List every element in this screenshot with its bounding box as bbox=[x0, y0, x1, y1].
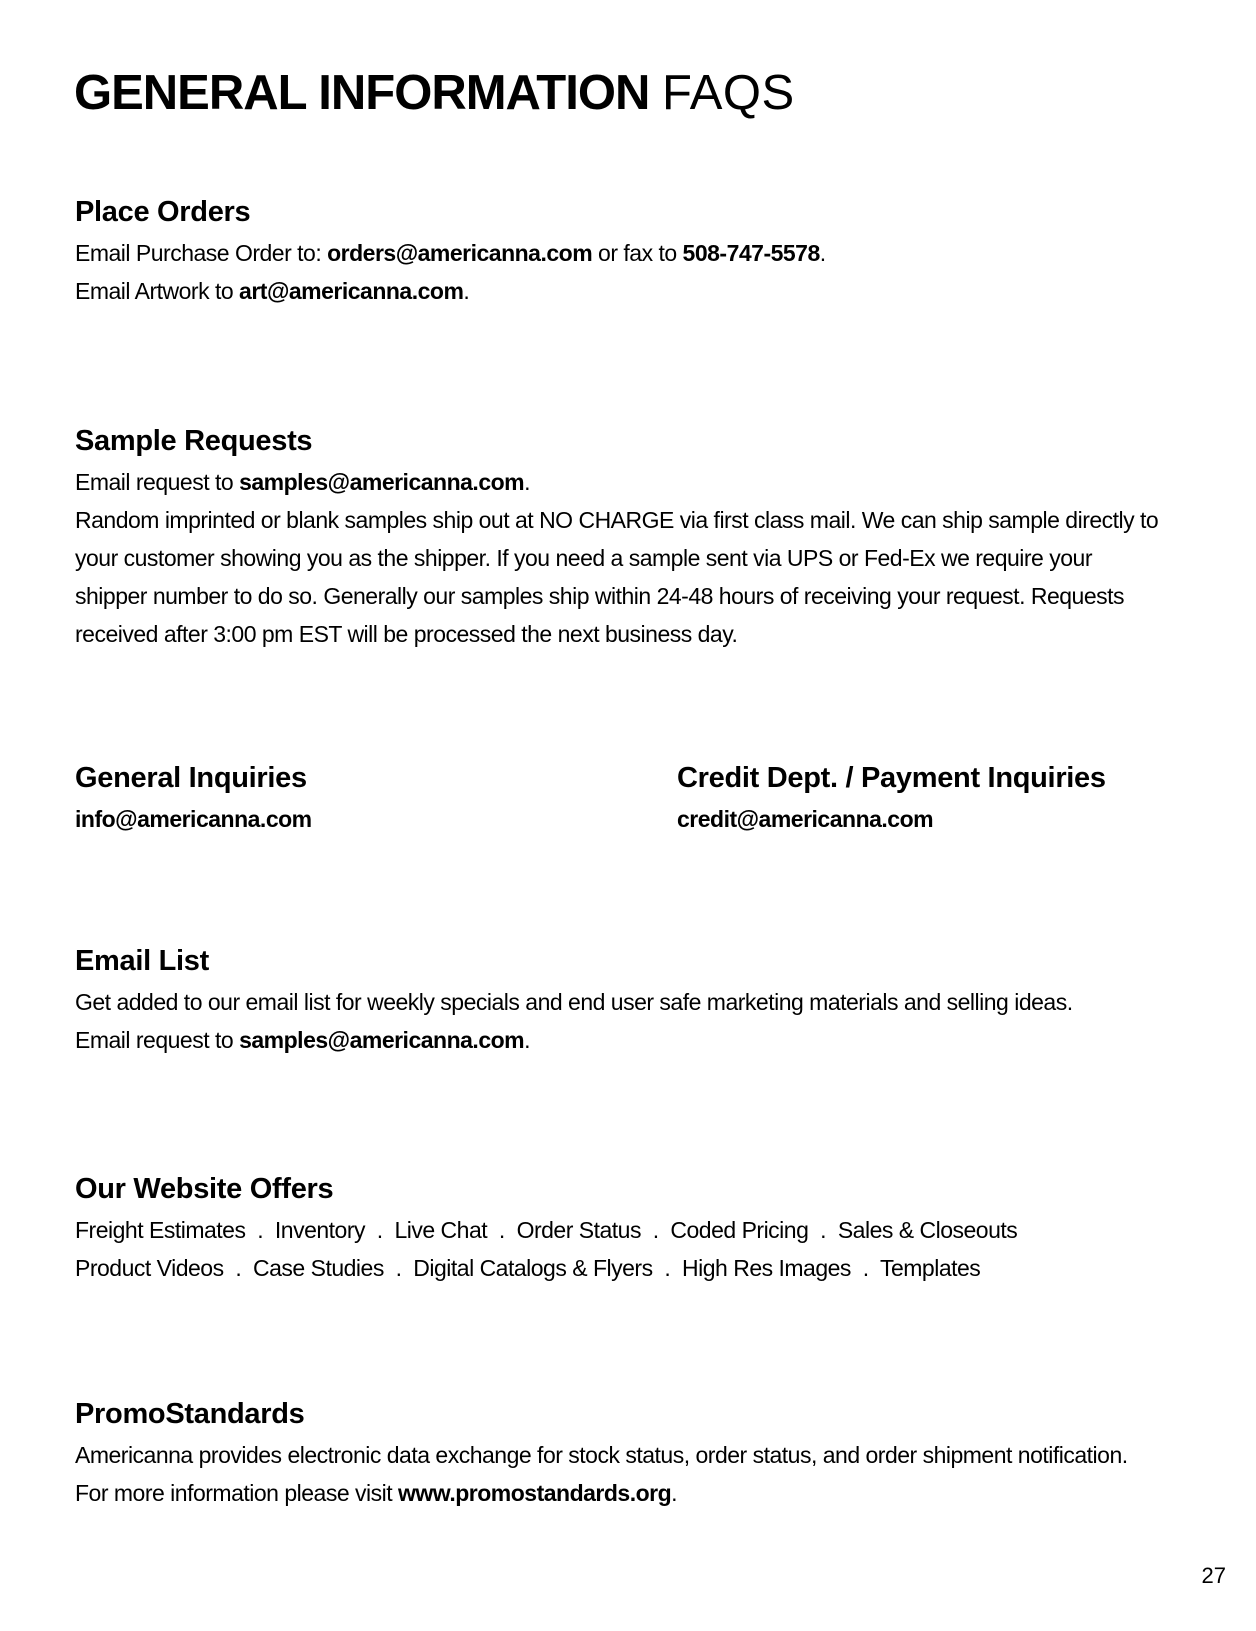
fax-number: 508-747-5578 bbox=[682, 240, 820, 266]
credit-dept-heading: Credit Dept. / Payment Inquiries bbox=[677, 762, 1106, 794]
page-number: 27 bbox=[1201, 1563, 1226, 1588]
website-offers-heading: Our Website Offers bbox=[75, 1173, 334, 1205]
general-inquiries-line bbox=[75, 800, 677, 838]
section-sample-requests bbox=[75, 424, 1165, 653]
credit-dept-line bbox=[677, 800, 1165, 838]
section-email-list bbox=[75, 944, 1165, 1059]
sample-requests-body: Random imprinted or blank samples ship out at NO CHARGE via first class mail. We can ship sample directly to your customer showing you as the shipper. If you need a sample sent via UPS or Fed-Ex we require your shipper number to do so. Generally our samples ship within 24-48 hours of receiving your request. Requests received after 3:00 pm EST will be processed the next business day. bbox=[75, 507, 1159, 647]
section-promostandards bbox=[75, 1397, 1165, 1512]
place-orders-heading: Place Orders bbox=[75, 196, 251, 228]
samples-email-link-2[interactable]: samples@americanna.com bbox=[239, 1027, 525, 1053]
promostandards-url-link[interactable]: www.promostandards.org bbox=[398, 1480, 672, 1506]
section-website-offers bbox=[75, 1172, 1165, 1287]
website-offers-line2: Product Videos . Case Studies . Digital Catalogs & Flyers . High Res Images . Templates bbox=[75, 1255, 981, 1281]
place-orders-line2: Email Artwork to art@americanna.com. bbox=[75, 278, 470, 304]
sample-requests-heading: Sample Requests bbox=[75, 425, 313, 457]
orders-email-link[interactable]: orders@americanna.com bbox=[327, 240, 593, 266]
email-list-body: Get added to our email list for weekly specials and end user safe marketing materials and selling ideas. bbox=[75, 989, 1073, 1015]
credit-dept-column bbox=[677, 761, 1165, 838]
general-inquiries-column bbox=[75, 761, 677, 838]
page-title-light: FAQS bbox=[661, 66, 795, 120]
section-inquiries bbox=[75, 761, 1165, 838]
page-title bbox=[74, 65, 795, 121]
page-title-bold: GENERAL INFORMATION bbox=[74, 66, 650, 120]
art-email-link[interactable]: art@americanna.com bbox=[239, 278, 464, 304]
info-email-link[interactable]: info@americanna.com bbox=[75, 806, 312, 832]
email-list-line2: Email request to samples@americanna.com. bbox=[75, 1027, 530, 1053]
promostandards-heading: PromoStandards bbox=[75, 1398, 305, 1430]
promostandards-body: Americanna provides electronic data exchange for stock status, order status, and order shipment notification. For more information please visit www.promostandards.org. bbox=[75, 1442, 1128, 1506]
credit-email-link[interactable]: credit@americanna.com bbox=[677, 806, 934, 832]
website-offers-line1: Freight Estimates . Inventory . Live Chat . Order Status . Coded Pricing . Sales & Closeouts bbox=[75, 1217, 1018, 1243]
place-orders-line1: Email Purchase Order to: orders@americanna.com or fax to 508-747-5578. bbox=[75, 240, 826, 266]
email-list-heading: Email List bbox=[75, 945, 209, 977]
samples-email-link[interactable]: samples@americanna.com bbox=[239, 469, 525, 495]
section-place-orders bbox=[75, 195, 1165, 310]
general-inquiries-heading: General Inquiries bbox=[75, 762, 307, 794]
sample-requests-line1: Email request to samples@americanna.com. bbox=[75, 469, 530, 495]
